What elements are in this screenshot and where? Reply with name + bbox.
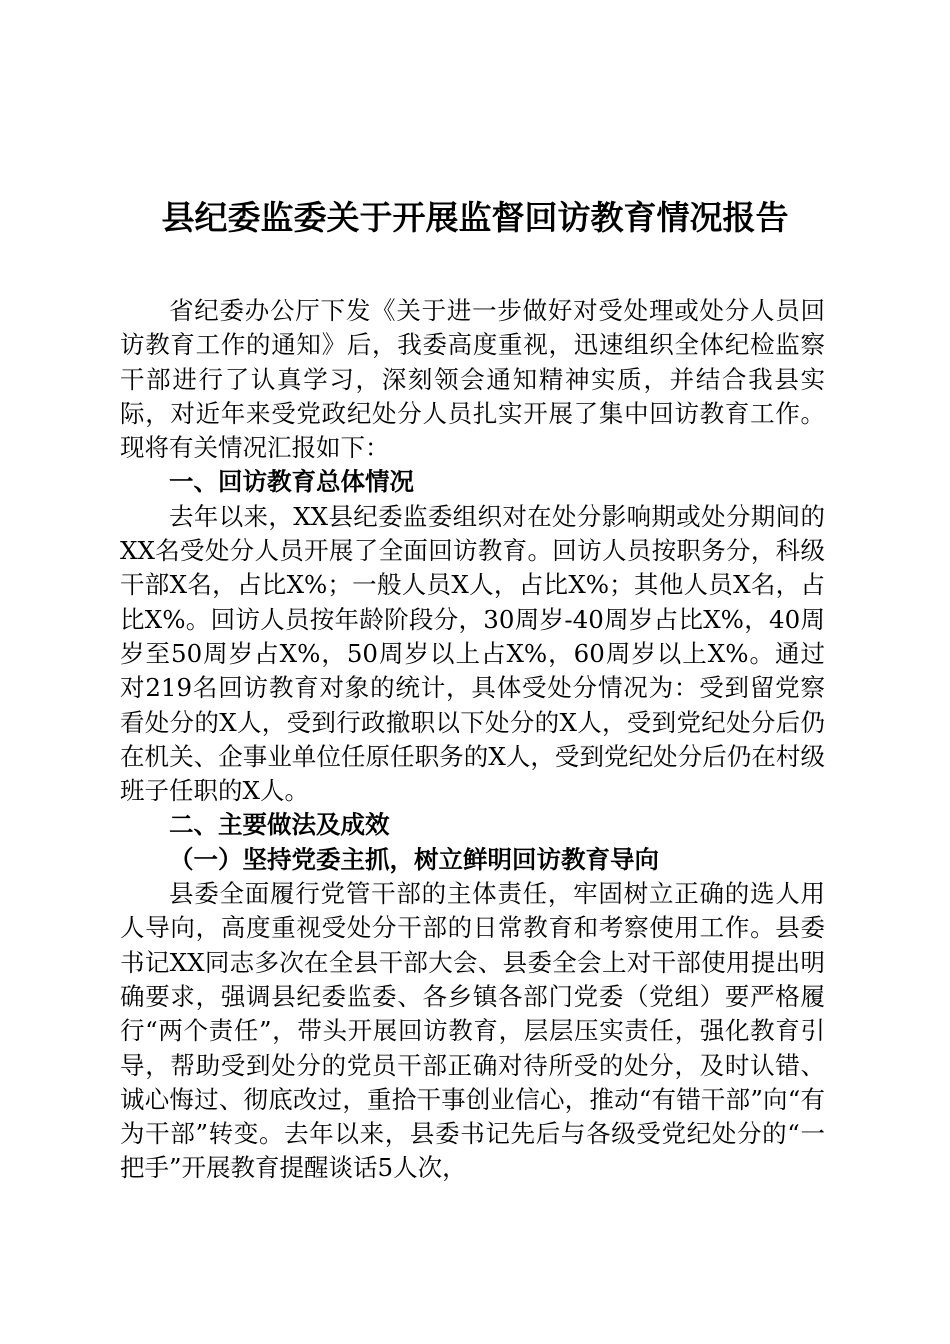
section-heading-2: 二、主要做法及成效 <box>169 810 390 840</box>
document-body <box>120 294 825 1186</box>
intro-paragraph: 省纪委办公厅下发《关于进一步做好对受处理或处分人员回访教育工作的通知》后，我委高度重视，迅速组织全体纪检监察干部进行了认真学习，深刻领会通知精神实质，并结合我县实际，对近年来受党政纪处分人员扎实开展了集中回访教育工作。现将有关情况汇报如下： <box>120 296 825 463</box>
subsection-heading-2-1: （一）坚持党委主抓，树立鲜明回访教育导向 <box>169 844 659 874</box>
section-1-paragraph: 去年以来，XX县纪委监委组织对在处分影响期或处分期间的XX名受处分人员开展了全面回访教育。回访人员按职务分，科级干部X名，占比X%；一般人员X人，占比X%；其他人员X名，占比X%。回访人员按年龄阶段分，30周岁-40周岁占比X%，40周岁至50周岁占X%，50周岁以上占X%，60周岁以上X%。通过对219名回访教育对象的统计，具体受处分情况为：受到留党察看处分的X人，受到行政撤职以下处分的X人，受到党纪处分后仍在机关、企事业单位任原任职务的X人，受到党纪处分后仍在村级班子任职的X人。 <box>120 501 825 806</box>
document-title: 县纪委监委关于开展监督回访教育情况报告 <box>161 198 789 237</box>
section-heading-1: 一、回访教育总体情况 <box>169 467 414 497</box>
subsection-2-1-paragraph: 县委全面履行党管干部的主体责任，牢固树立正确的选人用人导向，高度重视受处分干部的日常教育和考察使用工作。县委书记XX同志多次在全县干部大会、县委全会上对干部使用提出明确要求，强调县纪委监委、各乡镇各部门党委（党组）要严格履行“两个责任”，带头开展回访教育，层层压实责任，强化教育引导，帮助受到处分的党员干部正确对待所受的处分，及时认错、诚心悔过、彻底改过，重拾干事创业信心，推动“有错干部”向“有为干部”转变。去年以来，县委书记先后与各级受党纪处分的“一把手”开展教育提醒谈话5人次， <box>120 879 825 1183</box>
